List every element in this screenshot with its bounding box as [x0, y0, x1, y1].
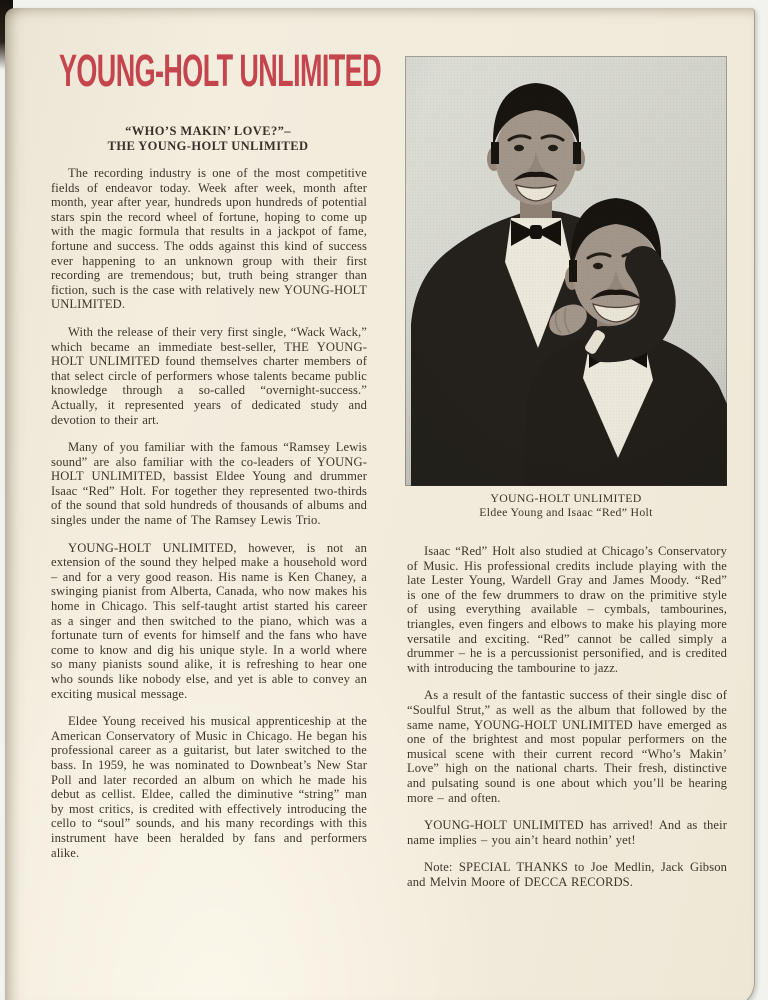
- paragraph-recording-industry: The recording industry is one of the most competitive fields of endeavor today. Week after week, month after month, year after year, hundreds upon hundreds of potential stars spin the record wheel of fortune, hoping to come up with the magic formula that results in a jackpot of fame, fortune and success. The odds against this kind of success ever happening to an unknown group with their first recording are tremendous; but, truth being stranger than fiction, such is the case with relatively new YOUNG-HOLT UNLIMITED.: [51, 166, 367, 312]
- paragraph-wack-wack: With the release of their very first single, “Wack Wack,” which became an immediate best-seller, THE YOUNG-HOLT UNLIMITED found themselves charter members of that select circle of performers whose talents became public knowledge through a so-called “overnight-success.” Actually, it represented years of dedicated study and devotion to their art.: [51, 324, 367, 427]
- left-column: [51, 166, 367, 873]
- paper-page: [5, 8, 755, 1000]
- photo-caption-names: Eldee Young and Isaac “Red” Holt: [479, 505, 653, 519]
- paragraph-special-thanks-note: Note: SPECIAL THANKS to Joe Medlin, Jack Gibson and Melvin Moore of DECCA RECORDS.: [407, 860, 727, 889]
- paragraph-soulful-strut: As a result of the fantastic success of their single disc of “Soulful Strut,” as well as the album that followed by the same name, YOUNG-HOLT UNLIMITED have emerged as one of the brightest and most popular performers on the musical scene with their current record “Who’s Makin’ Love” high on the national charts. Their fresh, distinctive and pulsating sound is one about which you’ll be hearing more – and often.: [407, 688, 727, 805]
- paragraph-eldee-young: Eldee Young received his musical apprenticeship at the American Conservatory of Music in Chicago. He began his professional career as a guitarist, but later switched to the bass. In 1959, he was nominated to Downbeat’s New Star Poll and later recorded an album on which he made his debut as cellist. Eldee, called the diminutive “string” man by most critics, is credited with effectively introducing the cello to “soul” sounds, and his many recordings with this instrument have been heralded by fans and performers alike.: [51, 714, 367, 860]
- subtitle-line-1: “WHO’S MAKIN’ LOVE?”–: [125, 124, 291, 138]
- paragraph-isaac-red-holt: Isaac “Red” Holt also studied at Chicago’s Conservatory of Music. His professional credits include playing with the late Lester Young, Wardell Gray and James Moody. “Red” is one of the few drummers to draw on the primitive style of using everything available – cymbals, tambourines, triangles, even fingers and elbows to make his playing more versatile and exciting. “Red” cannot be called simply a drummer – he is a percussionist personified, and is credited with introducing the tambourine to jazz.: [407, 544, 727, 675]
- photo-caption-title: YOUNG-HOLT UNLIMITED: [490, 491, 642, 505]
- page-title: YOUNG-HOLT UNLIMITED: [59, 45, 381, 96]
- band-photo-figure: [405, 56, 727, 519]
- right-column: [407, 544, 727, 902]
- paragraph-has-arrived: YOUNG-HOLT UNLIMITED has arrived! And as their name implies – you ain’t heard nothin’ yet!: [407, 818, 727, 847]
- paragraph-ramsey-lewis: Many of you familiar with the famous “Ramsey Lewis sound” are also familiar with the co-leaders of YOUNG-HOLT UNLIMITED, bassist Eldee Young and drummer Isaac “Red” Holt. For together they represented two-thirds of the sound that sold hundreds of thousands of albums and singles under the name of The Ramsey Lewis Trio.: [51, 440, 367, 528]
- subtitle-line-2: THE YOUNG-HOLT UNLIMITED: [107, 138, 309, 153]
- band-photo: [405, 56, 727, 486]
- paragraph-ken-chaney: YOUNG-HOLT UNLIMITED, however, is not an extension of the sound they helped make a household word – and for a very good reason. His name is Ken Chaney, a swinging pianist from Alberta, Canada, who now makes his home in Chicago. This self-taught artist started his career as a singer and then switched to the piano, which was a fortunate turn of events for himself and the fans who have come to know and dig his unique style. In a world where so many pianists sound alike, it is refreshing to hear one who sounds like nobody else, and yet is able to convey an exciting musical message.: [51, 540, 367, 701]
- photo-caption: [405, 491, 727, 519]
- article-subtitle: [49, 124, 367, 153]
